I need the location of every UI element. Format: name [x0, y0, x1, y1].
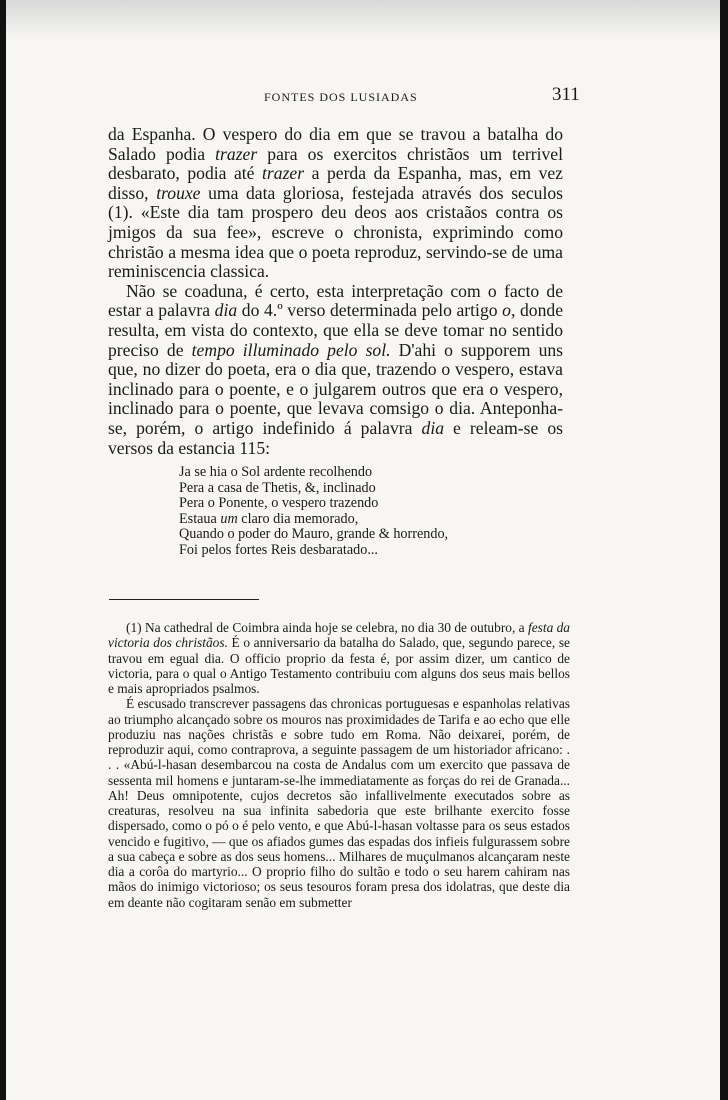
footnote: (1) Na cathedral de Coimbra ainda hoje se celebra, no dia 30 de outubro, a festa da victoria dos christãos. É o anniversario da batalha do Salado, que, segundo parece, se travou em egual dia. O officio proprio da festa é, por assim dizer, um cantico de victoria, para o qual o Antigo Testamento contribuiu com alguns dos seus mais bellos e mais apropriados psalmos.	[108, 620, 570, 696]
page-number: 311	[552, 84, 580, 105]
running-title: FONTES DOS LUSIADAS	[264, 90, 418, 104]
footnote: É escusado transcrever passagens das chronicas portuguesas e espanholas relativas ao triumpho alcançado sobre os mouros nas proximidades de Tarifa e ao echo que elle produziu nas nações christãs e sobre tudo em Roma. Não deixarei, porém, de reproduzir aqui, como contraprova, a seguinte passagem de um historiador africano: . . . «Abú-l-hasan desembarcou na costa de Andalus com um exercito que passava de sessenta mil homens e juntaram-se-lhe immediatamente as forças do rei de Granada... Ah! Deus omnipotente, cujos decretos são infallivelmente executados sobre as creaturas, resolveu na sua infinita sabedoria que este brilhante exercito fosse dispersado, como o pó o é pelo vento, e que Abú-l-hasan voltasse para os seus estados vencido e fugitivo, — que os afiados gumes das espadas dos infieis fulgurassem sobre a sua cabeça e sobre as dos seus homens... Milhares de muçulmanos alcançaram neste dia a corôa do martyrio... O proprio filho do sultão e todo o seu harem cahiram nas mãos do inimigo victorioso; os seus tesouros foram presa dos idolatras, que deste dia em deante não cogitaram senão em submetter	[108, 696, 570, 910]
verse-line: Quando o poder do Mauro, grande & horrendo,	[179, 526, 449, 543]
footnotes	[108, 620, 570, 910]
paragraph: Não se coaduna, é certo, esta interpretação com o facto de estar a palavra dia do 4.º verso determinada pelo artigo o, donde resulta, em vista do contexto, que ella se deve tomar no sentido preciso de tempo illuminado pelo sol. D'ahi o supporem uns que, no dizer do poeta, era o dia que, trazendo o vespero, estava inclinado para o poente, e o julgarem outros que era o vespero, inclinado para o poente, que levava comsigo o dia. Anteponha-se, porém, o artigo indefinido á palavra dia e releam-se os versos da estancia 115:	[108, 280, 564, 458]
paragraph: da Espanha. O vespero do dia em que se travou a batalha do Salado podia trazer para os exercitos christãos um terrivel desbarato, podia até trazer a perda da Espanha, mas, em vez disso, trouxe uma data gloriosa, festejada através dos seculos (1). «Este dia tam prospero deu deos aos cristaãos contra os jmigos da sua fee», escreve o chronista, exprimindo como christão a mesma idea que o poeta reproduz, servindo-se de uma reminiscencia classica.	[108, 124, 563, 282]
verse-quotation	[179, 465, 519, 559]
scan-shadow	[6, 0, 720, 40]
verse-line: Pera a casa de Thetis, &, inclinado	[179, 479, 376, 496]
verse-line: Pera o Ponente, o vespero trazendo	[179, 495, 379, 512]
verse-line: Estaua um claro dia memorado,	[179, 510, 359, 527]
main-text	[108, 125, 563, 458]
footnote-rule	[109, 599, 259, 600]
verse-line: Ja se hia o Sol ardente recolhendo	[179, 464, 373, 480]
verse-line: Foi pelos fortes Reis desbaratado...	[179, 541, 378, 558]
